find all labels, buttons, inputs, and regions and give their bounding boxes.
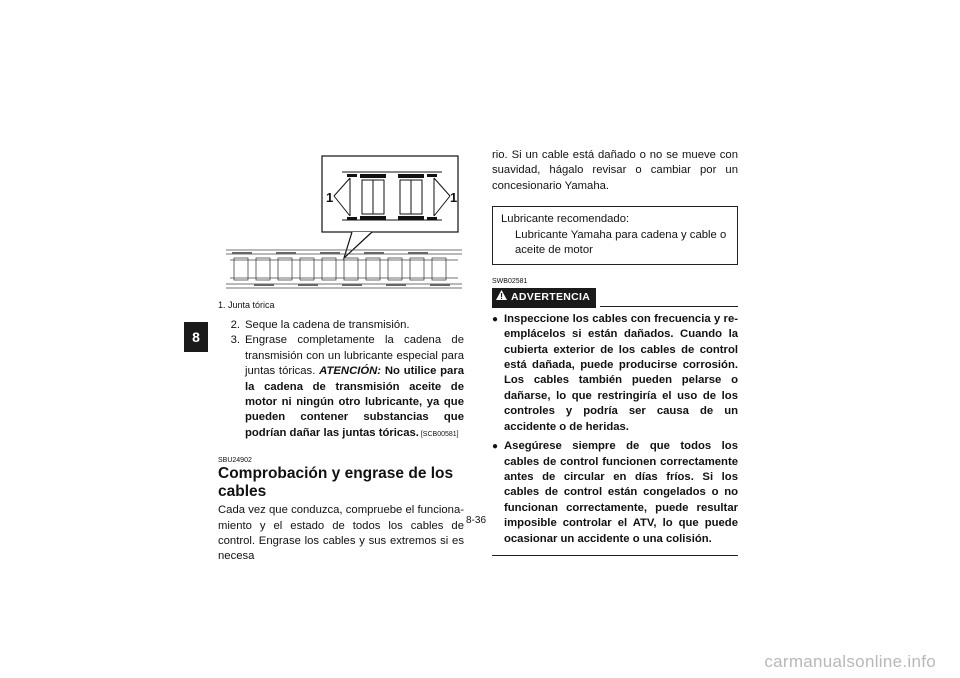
chapter-tab: 8 bbox=[184, 322, 208, 352]
bullet-icon: ● bbox=[492, 313, 499, 325]
chain-figure bbox=[222, 150, 466, 296]
warning-badge bbox=[492, 288, 596, 307]
warning-badge-label: ADVERTENCIA bbox=[511, 291, 591, 304]
lubricant-label: Lubricante recomendado: bbox=[501, 213, 630, 226]
step-text: Seque la cadena de transmisión. bbox=[245, 319, 410, 331]
lubricant-value: Lubricante Yamaha para cadena y cable o aceite de motor bbox=[515, 228, 727, 257]
step-number: 2. bbox=[230, 319, 240, 331]
caution-text: No utilice para la cadena de transmisión aceite de motor ni ningún otro lubricante, ya que pueden contener substancias que podrían dañar las juntas tóricas. bbox=[245, 365, 465, 439]
section-code: SBU24902 bbox=[218, 457, 252, 465]
callout-left: 1 bbox=[326, 190, 334, 205]
warning-rule bbox=[600, 306, 738, 307]
step-item bbox=[218, 318, 464, 333]
section-title: Comprobación y engrase de los cables bbox=[218, 465, 454, 501]
lubricant-box bbox=[492, 206, 738, 265]
warning-triangle-icon bbox=[496, 290, 507, 305]
callout-right: 1 bbox=[450, 190, 458, 205]
section-body-left: Cada vez que conduzca, compruebe el funcionamiento y el estado de todos los cables de control. Engrase los cables y sus extremos si es necesa bbox=[218, 504, 464, 563]
warning-header bbox=[492, 288, 738, 307]
step-text-main: Engrase completamente la cadena de transmisión con un lubricante especial para juntas tóricas. bbox=[245, 334, 464, 378]
section-body-right: rio. Si un cable está dañado o no se mueve con suavidad, hágalo revisar o cambiar por un concesionario Yamaha. bbox=[492, 149, 738, 192]
caution-label: ATENCIÓN: bbox=[319, 365, 382, 378]
watermark[interactable]: carmanualsonline.info bbox=[764, 652, 936, 671]
step-number: 3. bbox=[230, 334, 240, 347]
step-text bbox=[245, 333, 464, 442]
warning-bullet bbox=[492, 312, 738, 435]
right-column bbox=[492, 148, 738, 556]
chain-illustration bbox=[222, 150, 466, 296]
left-column bbox=[218, 318, 464, 565]
warning-bullet-text: Asegúrese siempre de que todos los cables de control funcionen correctamente antes de circular en días fríos. Si los cables de control están congelados o no funcionan correctamente, puede resultar imposible controlar el ATV, lo que puede ocasionar un accidente o una colisión. bbox=[504, 440, 738, 545]
warning-bullet-text: Inspeccione los cables con frecuencia y reemplácelos si están dañados. Cuando la cubierta exterior de los cables de control está dañada, puede producirse corrosión. Los cables también pueden pelarse o dañarse, lo que restringiría el uso de los controles y podría ser causa de un accidente o de heridas. bbox=[504, 312, 738, 433]
caution-code: [SCB00581] bbox=[418, 430, 459, 438]
warning-code: SWB02581 bbox=[492, 278, 528, 286]
bullet-icon: ● bbox=[492, 441, 499, 453]
page-number: 8-36 bbox=[466, 515, 487, 526]
figure-caption: 1. Junta tórica bbox=[218, 300, 275, 310]
warning-end-rule bbox=[492, 555, 738, 556]
step-item bbox=[218, 333, 464, 442]
warning-bullet bbox=[492, 439, 738, 547]
